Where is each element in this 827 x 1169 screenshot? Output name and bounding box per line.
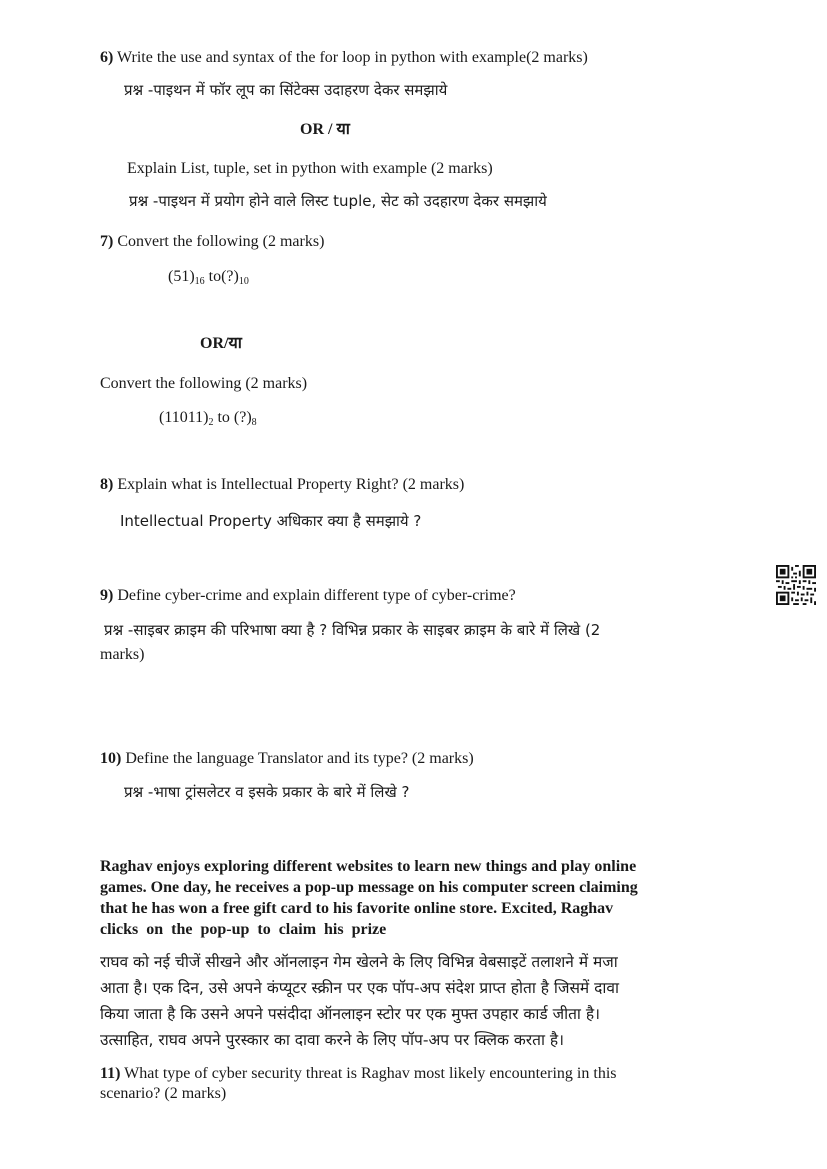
q9-question xyxy=(100,586,516,606)
expr-b-base: (11011) xyxy=(159,409,209,426)
scenario-english-line: games. One day, he receives a pop-up message on his computer screen claiming xyxy=(100,879,638,896)
scenario-hindi-line: किया जाता है कि उसने अपने पसंदीदा ऑनलाइन स्टोर पर एक मुफ्त उपहार कार्ड जीता है। xyxy=(100,1005,600,1023)
q11-question xyxy=(100,1064,616,1084)
q6-alt-question: Explain List, tuple, set in python with example (2 marks) xyxy=(127,160,493,177)
q10-question xyxy=(100,749,474,769)
q11-number: 11) xyxy=(100,1065,121,1082)
q8-number: 8) xyxy=(100,476,114,493)
scenario-hindi-line: उत्साहित, राघव अपने पुरस्कार का दावा करने के लिए पॉप-अप पर क्लिक करता है। xyxy=(100,1031,565,1049)
q9-hindi-continued: marks) xyxy=(100,646,145,663)
q6-hindi: प्रश्न -पाइथन में फॉर लूप का सिंटेक्स उदाहरण देकर समझाये xyxy=(124,81,448,99)
q10-number: 10) xyxy=(100,750,122,767)
q7-or: OR/या xyxy=(200,335,242,352)
q7-expression-b xyxy=(159,408,257,433)
scenario-english xyxy=(100,856,710,940)
q10-text: Define the language Translator and its type? (2 marks) xyxy=(125,750,474,767)
q6-number: 6) xyxy=(100,49,114,66)
qr-code-icon xyxy=(776,565,816,605)
q6-or: OR / या xyxy=(300,121,350,138)
expr-b-sub1: 2 xyxy=(208,417,214,428)
expr-a-base: (51) xyxy=(168,268,195,285)
q9-text: Define cyber-crime and explain different type of cyber-crime? xyxy=(117,587,516,604)
q11-text: What type of cyber security threat is Raghav most likely encountering in this xyxy=(124,1065,617,1082)
q7-question xyxy=(100,232,324,252)
q7-expression-a xyxy=(168,267,249,292)
expr-a-sub2: 10 xyxy=(238,276,249,287)
q9-number: 9) xyxy=(100,587,114,604)
expr-a-mid: to(?) xyxy=(204,268,239,285)
q9-hindi: प्रश्न -साइबर क्राइम की परिभाषा क्या है ? विभिन्न प्रकार के साइबर क्राइम के बारे में लिखे (2 xyxy=(104,621,601,639)
scenario-english-line: that he has won a free gift card to his favorite online store. Excited, Raghav xyxy=(100,900,614,917)
q7-alt-question: Convert the following (2 marks) xyxy=(100,375,308,392)
expr-a-sub1: 16 xyxy=(194,276,205,287)
q6-alt-hindi: प्रश्न -पाइथन में प्रयोग होने वाले लिस्ट tuple, सेट को उदहारण देकर समझाये xyxy=(129,192,547,210)
scenario-hindi-line: आता है। एक दिन, उसे अपने कंप्यूटर स्क्रीन पर एक पॉप-अप संदेश प्राप्त होता है जिसमें दावा xyxy=(100,979,619,997)
q7-text: Convert the following (2 marks) xyxy=(117,233,325,250)
q6-question xyxy=(100,48,588,68)
scenario-english-line: Raghav enjoys exploring different websites to learn new things and play online xyxy=(100,858,637,875)
q8-text: Explain what is Intellectual Property Right? (2 marks) xyxy=(117,476,465,493)
q6-text: Write the use and syntax of the for loop in python with example(2 marks) xyxy=(117,49,588,66)
q7-number: 7) xyxy=(100,233,114,250)
q8-question xyxy=(100,475,464,495)
scenario-hindi-line: राघव को नई चीजें सीखने और ऑनलाइन गेम खेलने के लिए विभिन्न वेबसाइटें तलाशने में मजा xyxy=(100,953,618,971)
expr-b-sub2: 8 xyxy=(251,417,257,428)
scenario-english-line: clicks on the pop-up to claim his prize xyxy=(100,921,387,938)
q10-hindi: प्रश्न -भाषा ट्रांसलेटर व इसके प्रकार के बारे में लिखे ? xyxy=(124,783,410,801)
scenario-hindi xyxy=(100,949,710,1053)
q11-text-continued: scenario? (2 marks) xyxy=(100,1085,227,1102)
expr-b-mid: to (?) xyxy=(213,409,252,426)
q8-hindi: Intellectual Property अधिकार क्या है समझाये ? xyxy=(120,512,422,530)
